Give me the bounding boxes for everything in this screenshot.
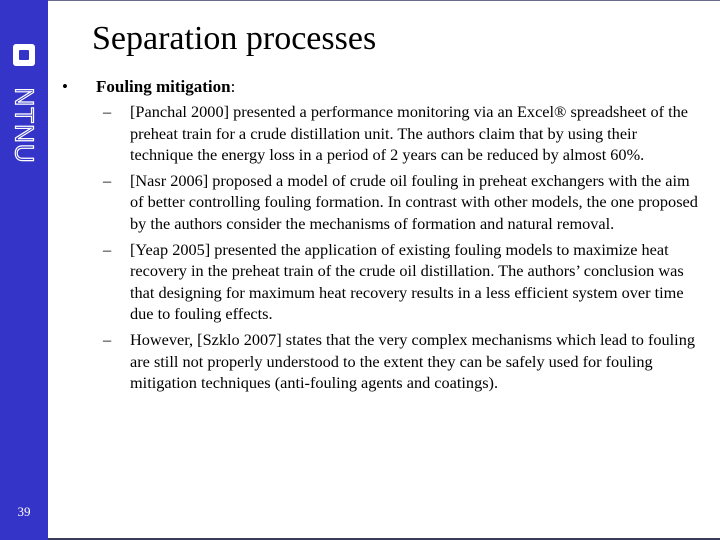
sub-bullet-list	[103, 101, 703, 398]
dash-icon: –	[103, 329, 112, 349]
item-text: [Panchal 2000] presented a performance monitoring via an Excel® spreadsheet of the preheat train for a crude distillation unit. The authors claim that by using their technique the energy loss in a period of 2 years can be reduced by almost 60%.	[130, 102, 689, 165]
bullet-suffix: :	[230, 77, 236, 96]
sidebar	[0, 0, 48, 540]
list-item	[103, 101, 703, 166]
list-item	[103, 329, 703, 394]
top-divider	[48, 0, 720, 1]
dash-icon: –	[103, 239, 112, 259]
page-number: 39	[17, 504, 31, 519]
item-text: [Nasr 2006] proposed a model of crude oil fouling in preheat exchangers with the aim of better controlling fouling formation. In contrast with other models, the one proposed by the authors consider the mechanisms of formation and natural removal.	[130, 170, 698, 233]
logo-text: NTNU	[9, 87, 40, 164]
item-text: However, [Szklo 2007] states that the very complex mechanisms which lead to fouling are still not properly understood to the extent they can be safely used for fouling mitigation techniques (anti-fouling agents and coatings).	[130, 329, 695, 393]
item-text: [Yeap 2005] presented the application of existing fouling models to maximize heat recovery in the preheat train of the crude oil distillation. The authors’ conclusion was that designing for maximum heat recovery results in a less efficient system over time due to fouling effects.	[130, 239, 684, 324]
logo-square-icon	[13, 44, 35, 66]
dash-icon: –	[103, 102, 112, 121]
bullet-icon: •	[62, 77, 68, 96]
slide-title: Separation processes	[92, 20, 377, 57]
dash-icon: –	[103, 170, 112, 190]
list-item	[103, 239, 703, 325]
list-item	[103, 170, 703, 235]
ntnu-logo	[9, 44, 40, 164]
bullet-label: Fouling mitigation	[96, 77, 231, 96]
